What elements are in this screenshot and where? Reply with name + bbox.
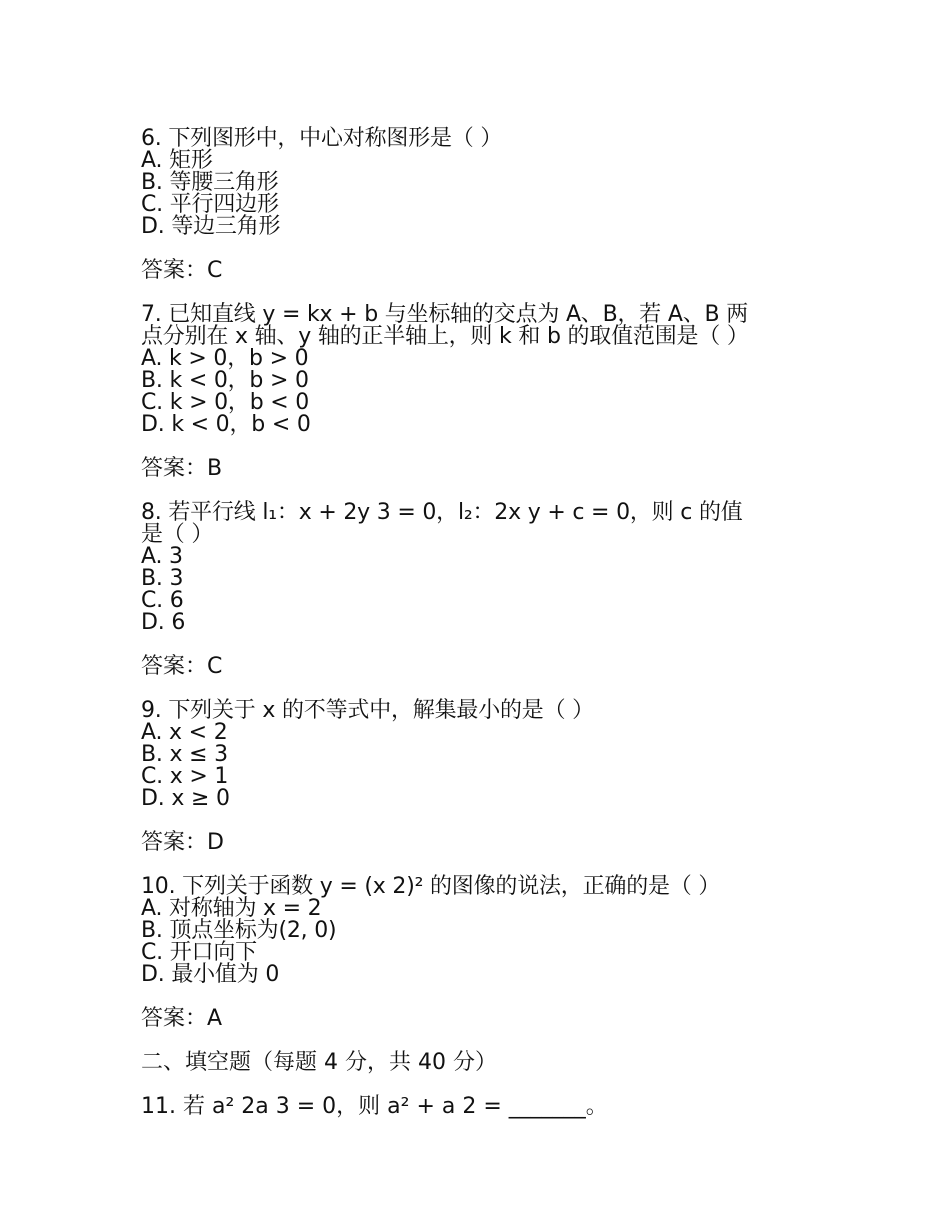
option-b: B. 等腰三角形 <box>141 170 279 195</box>
section-heading: 二、填空题（每题 4 分，共 40 分） <box>141 1050 497 1075</box>
question-stem: 8. 若平行线 l₁：x + 2y 3 = 0，l₂：2x y + c = 0，则 c 的值 <box>141 500 743 525</box>
option-c: C. 平行四边形 <box>141 192 279 217</box>
question-7 <box>141 304 821 436</box>
question-6 <box>141 128 821 238</box>
fill-question-11: 11. 若 a² 2a 3 = 0，则 a² + a 2 = _______。 <box>141 1094 608 1119</box>
exam-page <box>141 128 821 1118</box>
answer-6: 答案：C <box>141 258 223 283</box>
option-c: C. k > 0，b < 0 <box>141 390 310 415</box>
answer-10: 答案：A <box>141 1006 223 1031</box>
option-a: A. 矩形 <box>141 148 213 173</box>
option-a: A. 3 <box>141 544 183 569</box>
option-d: D. 最小值为 0 <box>141 962 280 987</box>
option-a: A. k > 0，b > 0 <box>141 346 309 371</box>
option-a: A. x < 2 <box>141 720 228 745</box>
option-c: C. 6 <box>141 588 184 613</box>
question-8 <box>141 502 821 634</box>
option-b: B. 3 <box>141 566 184 591</box>
answer-8: 答案：C <box>141 654 223 679</box>
option-a: A. 对称轴为 x = 2 <box>141 896 322 921</box>
question-stem-continued: 点分别在 x 轴、y 轴的正半轴上，则 k 和 b 的取值范围是（ ） <box>141 324 749 349</box>
option-b: B. x ≤ 3 <box>141 742 228 767</box>
option-d: D. 6 <box>141 610 186 635</box>
question-10 <box>141 876 821 986</box>
option-b: B. 顶点坐标为(2, 0) <box>141 918 337 943</box>
question-stem-continued: 是（ ） <box>141 522 214 547</box>
option-d: D. x ≥ 0 <box>141 786 230 811</box>
answer-7: 答案：B <box>141 456 223 481</box>
question-stem: 7. 已知直线 y = kx + b 与坐标轴的交点为 A、B，若 A、B 两 <box>141 302 749 327</box>
question-stem: 10. 下列关于函数 y = (x 2)² 的图像的说法，正确的是（ ） <box>141 874 721 899</box>
option-d: D. k < 0，b < 0 <box>141 412 311 437</box>
option-d: D. 等边三角形 <box>141 214 281 239</box>
question-stem: 9. 下列关于 x 的不等式中，解集最小的是（ ） <box>141 698 594 723</box>
answer-9: 答案：D <box>141 830 224 855</box>
question-9 <box>141 700 821 810</box>
option-c: C. 开口向下 <box>141 940 257 965</box>
option-b: B. k < 0，b > 0 <box>141 368 309 393</box>
option-c: C. x > 1 <box>141 764 229 789</box>
question-stem: 6. 下列图形中，中心对称图形是（ ） <box>141 126 503 151</box>
